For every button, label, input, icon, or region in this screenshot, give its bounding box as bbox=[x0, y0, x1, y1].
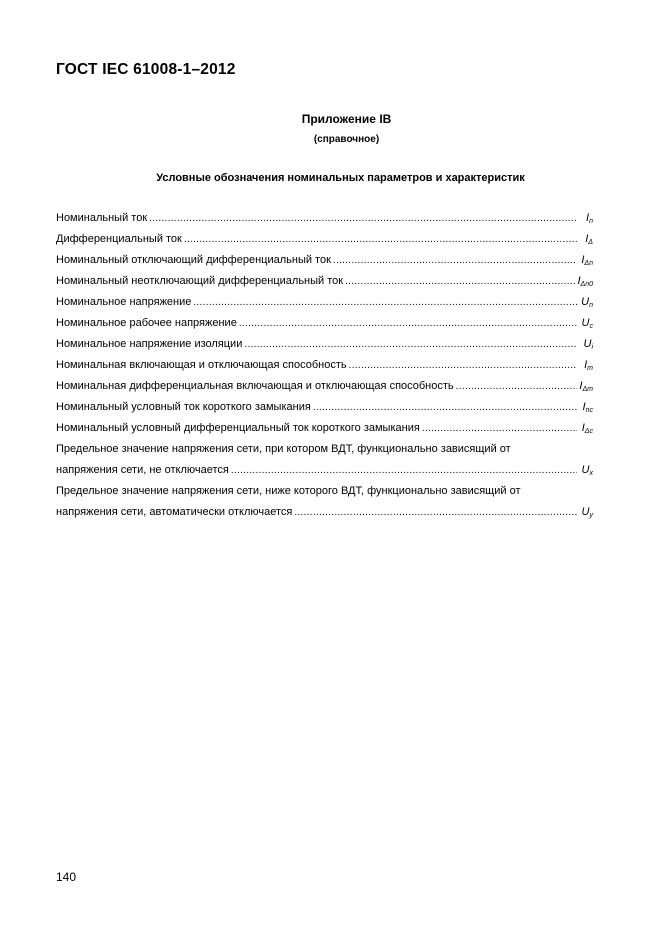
list-item bbox=[56, 208, 593, 229]
entry-text: напряжения сети, автоматически отключается bbox=[56, 506, 293, 518]
entry-symbol: $I_m$ bbox=[584, 359, 593, 372]
entry-symbol: $U_c$ bbox=[581, 317, 593, 330]
entry-symbol: $U_y$ bbox=[581, 506, 593, 519]
entry-symbol: $I_{\Delta n}$ bbox=[581, 254, 593, 267]
dot-leader bbox=[244, 334, 577, 355]
entry-text: Номинальный ток bbox=[56, 212, 148, 224]
entry-symbol: $I_n$ bbox=[586, 212, 593, 225]
entry-text: Дифференциальный ток bbox=[56, 233, 182, 245]
dot-leader bbox=[456, 376, 577, 397]
dot-leader bbox=[149, 208, 577, 229]
list-item bbox=[56, 229, 593, 250]
list-item bbox=[56, 481, 593, 523]
entry-text: Номинальный условный дифференциальный ток короткого замыкания bbox=[56, 422, 420, 434]
entry-text: Номинальная включающая и отключающая способность bbox=[56, 359, 347, 371]
dot-leader bbox=[239, 313, 577, 334]
list-item bbox=[56, 418, 593, 439]
list-item bbox=[56, 355, 593, 376]
dot-leader bbox=[313, 397, 577, 418]
list-item bbox=[56, 292, 593, 313]
page-number: 140 bbox=[56, 870, 77, 884]
entry-symbol: $I_{\Delta m}$ bbox=[579, 380, 593, 393]
entry-text: Номинальное рабочее напряжение bbox=[56, 317, 237, 329]
entry-symbol: $I_{nc}$ bbox=[582, 401, 593, 414]
annex-subtitle: (справочное) bbox=[313, 134, 380, 145]
dot-leader bbox=[231, 460, 577, 481]
dot-leader bbox=[193, 292, 577, 313]
entry-symbol: $U_x$ bbox=[581, 464, 593, 477]
annex-title: Приложение IB bbox=[301, 112, 392, 126]
entry-symbol: $U_i$ bbox=[583, 338, 593, 351]
dot-leader bbox=[184, 229, 577, 250]
list-item bbox=[56, 271, 593, 292]
entry-symbol: $I_\Delta$ bbox=[585, 233, 593, 246]
list-item bbox=[56, 313, 593, 334]
section-heading: Условные обозначения номинальных параметров и характеристик bbox=[156, 172, 525, 184]
dot-leader bbox=[345, 271, 575, 292]
entry-text: Номинальное напряжение bbox=[56, 296, 192, 308]
entry-text: Номинальный неотключающий дифференциальный ток bbox=[56, 275, 344, 287]
dot-leader bbox=[349, 355, 577, 376]
entry-symbol: $I_{\Delta n0}$ bbox=[577, 275, 593, 288]
dot-leader bbox=[422, 418, 577, 439]
list-item bbox=[56, 250, 593, 271]
entry-text-line1: Предельное значение напряжения сети, ниже которого ВДТ, функционально зависящий от bbox=[56, 485, 521, 497]
list-item bbox=[56, 334, 593, 355]
entry-text: Номинальный условный ток короткого замыкания bbox=[56, 401, 311, 413]
entry-text: Номинальное напряжение изоляции bbox=[56, 338, 243, 350]
entry-text: Номинальная дифференциальная включающая и отключающая способность bbox=[56, 380, 454, 392]
entry-text: Номинальный отключающий дифференциальный ток bbox=[56, 254, 331, 266]
list-item bbox=[56, 397, 593, 418]
symbol-list bbox=[56, 208, 593, 523]
entry-symbol: $I_{\Delta c}$ bbox=[581, 422, 593, 435]
entry-symbol: $U_n$ bbox=[581, 296, 593, 309]
entry-text-line1: Предельное значение напряжения сети, при котором ВДТ, функционально зависящий от bbox=[56, 443, 511, 455]
list-item bbox=[56, 439, 593, 481]
dot-leader bbox=[333, 250, 577, 271]
list-item bbox=[56, 376, 593, 397]
entry-text: напряжения сети, не отключается bbox=[56, 464, 229, 476]
dot-leader bbox=[294, 502, 577, 523]
document-header: ГОСТ IEC 61008-1–2012 bbox=[56, 61, 236, 78]
